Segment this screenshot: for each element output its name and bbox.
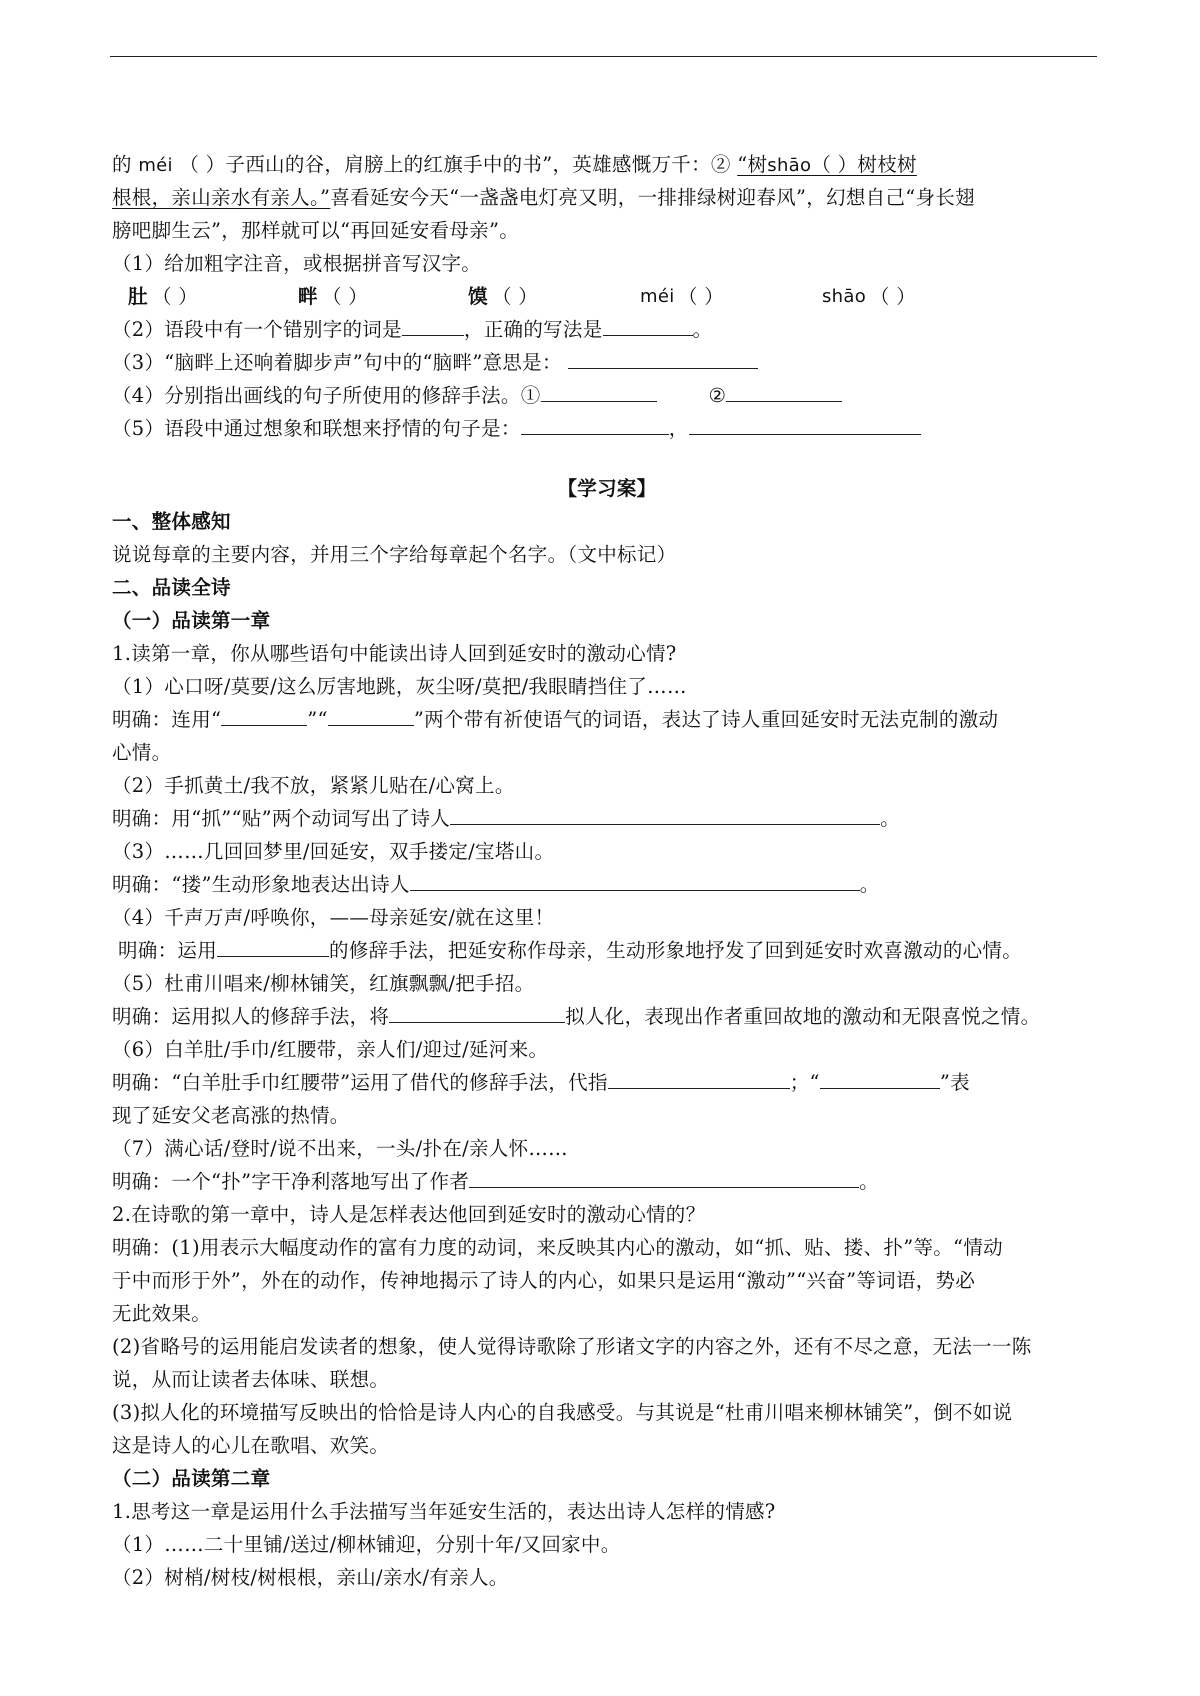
question-1: （1）给加粗字注音，或根据拼音写汉字。: [112, 252, 482, 275]
passage-line-1: [112, 148, 1102, 181]
heading-chapter-2: （二）品读第二章: [112, 1467, 271, 1490]
answer-bracket[interactable]: （ ）: [322, 285, 369, 308]
pinyin-row: [112, 280, 1102, 313]
underlined-sentence-2-end: 根根，亲山亲水有亲人。”: [112, 186, 331, 209]
answer-line: 明确：“白羊肚手巾红腰带”运用了借代的修辞手法，代指 ；“ ”表: [112, 1066, 1102, 1099]
question-3: （3）“脑畔上还响着脚步声”句中的“脑畔”意思是：: [112, 346, 1102, 379]
item: 1.读第一章，你从哪些语句中能读出诗人回到延安时的激动心情?: [112, 642, 677, 665]
pinyin-mei: méi: [138, 155, 173, 176]
char-mo: 馍: [468, 285, 488, 308]
item: （1）心口呀/莫要/这么厉害地跳，灰尘呀/莫把/我眼睛挡住了……: [112, 675, 687, 698]
answer-bracket[interactable]: （ ）: [870, 285, 917, 308]
answer-blank[interactable]: [726, 379, 842, 402]
answer-blank[interactable]: [402, 313, 464, 336]
item: 说，从而让读者去体味、联想。: [112, 1368, 390, 1391]
item: 于中而形于外”，外在的动作，传神地揭示了诗人的内心，如果只是运用“激动”“兴奋”等词语，势必: [112, 1269, 976, 1292]
item: 现了延安父老高涨的热情。: [112, 1104, 350, 1127]
answer-line: 明确：“搂”生动形象地表达出诗人 。: [112, 868, 1102, 901]
pinyin-mei: méi: [640, 286, 675, 307]
task-overall: 说说每章的主要内容，并用三个字给每章起个名字。（文中标记）: [112, 543, 677, 566]
answer-line: 明确：连用“ ”“ ”两个带有祈使语气的词语，表达了诗人重回延安时无法克制的激动: [112, 703, 1102, 736]
pinyin-shao: shāo: [767, 155, 812, 176]
pinyin-shao: shāo: [822, 286, 867, 307]
answer-blank[interactable]: [221, 703, 307, 726]
answer-line: 明确：运用拟人的修辞手法，将 拟人化，表现出作者重回故地的激动和无限喜悦之情。: [112, 1000, 1102, 1033]
heading-overall: 一、整体感知: [112, 510, 231, 533]
item: 2.在诗歌的第一章中，诗人是怎样表达他回到延安时的激动心情的？: [112, 1203, 706, 1226]
answer-line: 明确：一个“扑”字干净利落地写出了作者 。: [112, 1165, 1102, 1198]
item: 心情。: [112, 741, 172, 764]
header-rule: [110, 56, 1097, 57]
answer-line: 明确：运用 的修辞手法，把延安称作母亲，生动形象地抒发了回到延安时欢喜激动的心情。: [118, 934, 1108, 967]
item: （4）千声万声/呼唤你，——母亲延安/就在这里！: [112, 906, 555, 929]
passage-text: 喜看延安今天“一盏盏电灯亮又明，一排排绿树迎春风”，幻想自己“身长翅: [330, 186, 975, 209]
answer-blank[interactable]: [568, 346, 758, 369]
passage-text: 的: [112, 153, 132, 176]
answer-blank[interactable]: [608, 1066, 790, 1089]
char-du: 肚: [128, 285, 148, 308]
answer-blank[interactable]: [469, 1165, 859, 1188]
item: 无此效果。: [112, 1302, 212, 1325]
answer-blank[interactable]: [410, 868, 860, 891]
heading-read-poem: 二、品读全诗: [112, 576, 231, 599]
answer-line: 明确：用“抓”“贴”两个动词写出了诗人 。: [112, 802, 1102, 835]
passage-line-2: [112, 181, 1102, 214]
answer-blank[interactable]: [389, 1000, 565, 1023]
item: （5）杜甫川唱来/柳林铺笑，红旗飘飘/把手招。: [112, 972, 535, 995]
item: (2)省略号的运用能启发读者的想象，使人觉得诗歌除了形诸文字的内容之外，还有不尽之意，无法一一陈: [112, 1335, 1032, 1358]
item: 明确：(1)用表示大幅度动作的富有力度的动词，来反映其内心的激动，如“抓、贴、搂、扑”等。“情动: [112, 1236, 1003, 1259]
answer-blank[interactable]: [217, 934, 329, 957]
heading-chapter-1: （一）品读第一章: [112, 609, 271, 632]
item: 1.思考这一章是运用什么手法描写当年延安生活的，表达出诗人怎样的情感?: [112, 1500, 776, 1523]
answer-blank[interactable]: [521, 412, 669, 435]
item: (3)拟人化的环境描写反映出的恰恰是诗人内心的自我感受。与其说是“杜甫川唱来柳林铺笑”，倒不如说: [112, 1401, 1013, 1424]
item: （2）手抓黄土/我不放，紧紧儿贴在/心窝上。: [112, 774, 515, 797]
passage-line-3: 膀吧脚生云”，那样就可以“再回延安看母亲”。: [112, 219, 520, 242]
item: （3）……几回回梦里/回延安，双手搂定/宝塔山。: [112, 840, 555, 863]
item: （1）……二十里铺/送过/柳林铺迎，分别十年/又回家中。: [112, 1533, 621, 1556]
answer-bracket[interactable]: （ ）: [678, 285, 725, 308]
item: （6）白羊肚/手巾/红腰带，亲人们/迎过/延河来。: [112, 1038, 549, 1061]
question-4: （4）分别指出画线的句子所使用的修辞手法。① ②: [112, 379, 1102, 412]
answer-bracket[interactable]: （ ）: [152, 285, 199, 308]
question-2: （2）语段中有一个错别字的词是 ，正确的写法是 。: [112, 313, 1102, 346]
answer-bracket[interactable]: （ ）: [492, 285, 539, 308]
char-pan: 畔: [298, 285, 318, 308]
section-title: 【学习案】: [557, 477, 657, 500]
item: 这是诗人的心儿在歌唱、欢笑。: [112, 1434, 390, 1457]
question-5: （5）语段中通过想象和联想来抒情的句子是： ，: [112, 412, 1102, 445]
item: （2）树梢/树枝/树根根，亲山/亲水/有亲人。: [112, 1566, 509, 1589]
item: （7）满心话/登时/说不出来，一头/扑在/亲人怀……: [112, 1137, 568, 1160]
answer-blank[interactable]: [328, 703, 414, 726]
answer-blank[interactable]: [689, 412, 921, 435]
answer-blank[interactable]: [820, 1066, 940, 1089]
passage-text: （ ）子西山的谷，肩膀上的红旗手中的书”，英雄感慨万千：②: [179, 153, 731, 176]
underlined-sentence-2: “树shāo（ ）树枝树: [737, 153, 917, 176]
answer-blank[interactable]: [603, 313, 693, 336]
answer-blank[interactable]: [450, 802, 880, 825]
answer-blank[interactable]: [541, 379, 657, 402]
